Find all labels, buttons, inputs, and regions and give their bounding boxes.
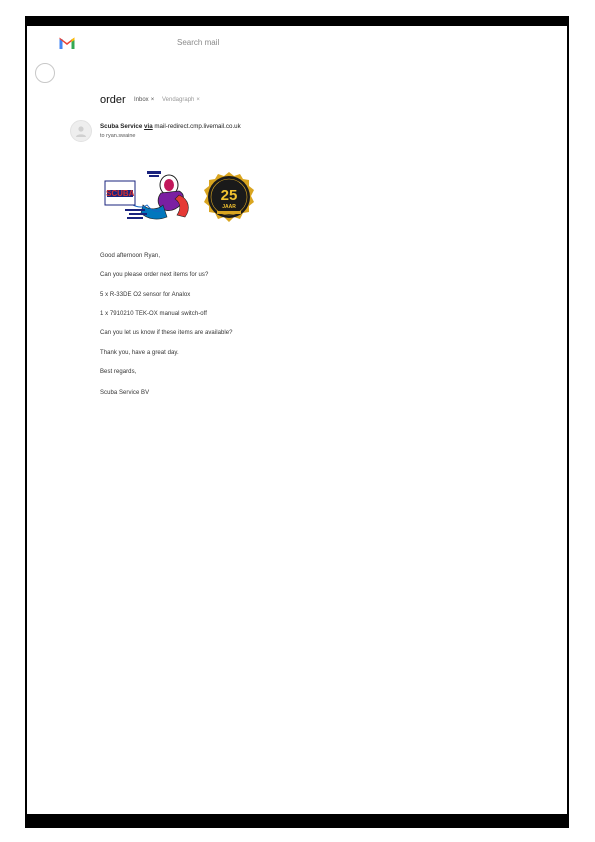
label-chip-inbox[interactable]	[134, 97, 154, 103]
email-signature-line: Scuba Service BV	[100, 390, 150, 396]
email-item-line: 1 x 7910210 TEK-OX manual switch-off	[100, 311, 207, 317]
via-address: mail-redirect.cmp.livemail.co.uk	[154, 123, 241, 130]
email-body-line: Can you let us know if these items are available?	[100, 330, 233, 336]
bottom-frame-bar	[26, 814, 569, 828]
label-chip-vendagraph[interactable]	[162, 97, 200, 103]
sender-avatar	[70, 120, 92, 142]
search-input[interactable]: Search mail	[177, 38, 220, 47]
email-greeting: Good afternoon Ryan,	[100, 253, 161, 259]
anniversary-badge	[202, 171, 256, 223]
remove-label-icon[interactable]: ×	[196, 97, 200, 103]
right-frame-edge	[567, 16, 569, 828]
email-body-line: Can you please order next items for us?	[100, 272, 209, 278]
label-name: Inbox	[134, 97, 149, 103]
person-icon	[74, 124, 88, 138]
gmail-logo-icon[interactable]	[59, 36, 75, 50]
email-item-line: 5 x R-33DE O2 sensor for Analox	[100, 292, 191, 298]
left-frame-edge	[25, 16, 27, 828]
email-subject: order	[100, 94, 126, 106]
label-name: Vendagraph	[162, 97, 195, 103]
email-closing-line: Best regards,	[100, 369, 137, 375]
main-menu-button[interactable]	[35, 63, 55, 83]
badge-number: 25	[220, 187, 238, 204]
remove-label-icon[interactable]: ×	[150, 97, 155, 103]
sender-name[interactable]: Scuba Service	[100, 123, 143, 130]
scuba-service-logo	[103, 165, 195, 227]
logo-scuba-text: SCUBA	[106, 189, 135, 198]
via-link[interactable]: via	[144, 123, 153, 130]
badge-text: JAAR	[222, 204, 236, 210]
recipient-line[interactable]: to ryan.swaine	[100, 133, 136, 139]
top-frame-bar	[26, 16, 569, 26]
sender-info	[100, 123, 241, 130]
email-thanks-line: Thank you, have a great day.	[100, 350, 179, 356]
